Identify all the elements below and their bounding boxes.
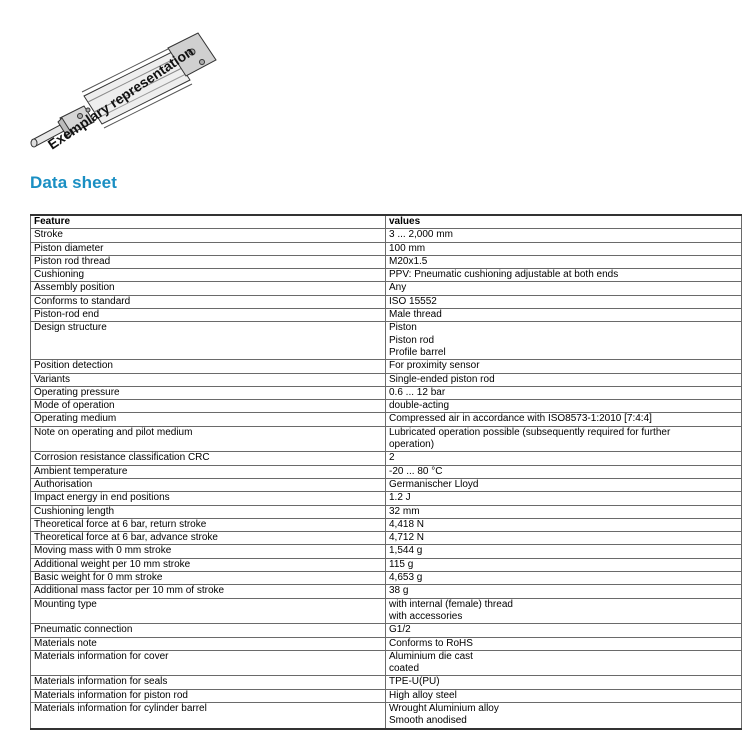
table-row	[31, 426, 742, 452]
value-line: Wrought Aluminium alloy	[389, 702, 499, 714]
value-line: Piston rod	[389, 334, 435, 346]
value-line: 4,712 N	[389, 532, 425, 544]
table-row	[31, 532, 742, 545]
value-line: Male thread	[389, 309, 442, 321]
table-row	[31, 650, 742, 676]
value-cell	[386, 650, 742, 676]
value-cell	[386, 426, 742, 452]
value-cell	[386, 269, 742, 282]
value-cell	[386, 242, 742, 255]
table-body	[31, 229, 742, 729]
table-row	[31, 386, 742, 399]
table-row	[31, 360, 742, 373]
table-row	[31, 676, 742, 689]
value-cell	[386, 309, 742, 322]
value-cell	[386, 229, 742, 242]
feature-cell: Position detection	[31, 360, 386, 373]
table-row	[31, 400, 742, 413]
value-cell	[386, 676, 742, 689]
value-line: Single-ended piston rod	[389, 373, 495, 385]
feature-cell: Theoretical force at 6 bar, advance stroke	[31, 532, 386, 545]
value-line: 1,544 g	[389, 545, 423, 557]
table-row	[31, 282, 742, 295]
table-row	[31, 558, 742, 571]
table-row	[31, 585, 742, 598]
value-line: Compressed air in accordance with ISO8573-1:2010 [7:4:4]	[389, 413, 652, 425]
page-title: Data sheet	[30, 173, 117, 192]
value-line: Lubricated operation possible (subsequently required for further	[389, 426, 671, 438]
table-row	[31, 624, 742, 637]
feature-cell: Operating medium	[31, 413, 386, 426]
feature-cell: Pneumatic connection	[31, 624, 386, 637]
column-header-values: values	[386, 215, 742, 229]
feature-cell: Piston rod thread	[31, 255, 386, 268]
table-row	[31, 505, 742, 518]
value-line: High alloy steel	[389, 689, 457, 701]
value-line: Piston	[389, 322, 417, 334]
value-cell	[386, 572, 742, 585]
value-cell	[386, 373, 742, 386]
feature-cell: Moving mass with 0 mm stroke	[31, 545, 386, 558]
feature-cell: Mounting type	[31, 598, 386, 624]
value-line: Profile barrel	[389, 346, 446, 358]
table-row	[31, 598, 742, 624]
value-line: 38 g	[389, 585, 409, 597]
table-row	[31, 309, 742, 322]
value-line: 3 ... 2,000 mm	[389, 229, 453, 241]
table-row	[31, 413, 742, 426]
table-row	[31, 242, 742, 255]
feature-cell: Cushioning	[31, 269, 386, 282]
value-line: G1/2	[389, 624, 411, 636]
value-line: Any	[389, 282, 407, 294]
value-line: 4,418 N	[389, 518, 425, 530]
value-cell	[386, 689, 742, 702]
value-cell	[386, 413, 742, 426]
value-line: M20x1.5	[389, 255, 428, 267]
feature-cell: Additional weight per 10 mm stroke	[31, 558, 386, 571]
feature-cell: Piston-rod end	[31, 309, 386, 322]
feature-cell: Materials information for cover	[31, 650, 386, 676]
value-cell	[386, 255, 742, 268]
feature-cell: Additional mass factor per 10 mm of stroke	[31, 585, 386, 598]
feature-cell: Cushioning length	[31, 505, 386, 518]
value-cell	[386, 624, 742, 637]
table-row	[31, 269, 742, 282]
table-row	[31, 702, 742, 728]
feature-cell: Basic weight for 0 mm stroke	[31, 572, 386, 585]
value-line: Germanischer Lloyd	[389, 478, 479, 490]
table-header-row	[31, 215, 742, 229]
value-cell	[386, 505, 742, 518]
value-line: PPV: Pneumatic cushioning adjustable at both ends	[389, 269, 619, 281]
product-image	[22, 18, 242, 158]
table-row	[31, 478, 742, 491]
value-cell	[386, 465, 742, 478]
value-line: 0.6 ... 12 bar	[389, 386, 446, 398]
feature-cell: Design structure	[31, 322, 386, 360]
value-line: 32 mm	[389, 505, 420, 517]
feature-cell: Variants	[31, 373, 386, 386]
value-cell	[386, 637, 742, 650]
value-line: Conforms to RoHS	[389, 637, 473, 649]
table-row	[31, 518, 742, 531]
feature-cell: Corrosion resistance classification CRC	[31, 452, 386, 465]
value-line: with internal (female) thread	[389, 598, 513, 610]
value-line: with accessories	[389, 610, 463, 622]
value-cell	[386, 518, 742, 531]
value-line: TPE-U(PU)	[389, 676, 440, 688]
value-cell	[386, 478, 742, 491]
value-cell	[386, 322, 742, 360]
value-cell	[386, 558, 742, 571]
value-line: Aluminium die cast	[389, 650, 473, 662]
value-cell	[386, 585, 742, 598]
table-row	[31, 689, 742, 702]
watermark-text: Exemplary representation	[44, 43, 197, 153]
feature-cell: Materials information for piston rod	[31, 689, 386, 702]
column-header-feature: Feature	[31, 215, 386, 229]
table-row	[31, 295, 742, 308]
table-row	[31, 373, 742, 386]
value-line: Smooth anodised	[389, 715, 467, 727]
table-row	[31, 545, 742, 558]
value-line: 2	[389, 452, 395, 464]
feature-cell: Assembly position	[31, 282, 386, 295]
feature-cell: Materials information for seals	[31, 676, 386, 689]
value-cell	[386, 598, 742, 624]
value-line: For proximity sensor	[389, 360, 480, 372]
value-line: operation)	[389, 439, 435, 451]
feature-cell: Operating pressure	[31, 386, 386, 399]
table-row	[31, 452, 742, 465]
feature-cell: Stroke	[31, 229, 386, 242]
value-cell	[386, 386, 742, 399]
feature-cell: Conforms to standard	[31, 295, 386, 308]
table-row	[31, 465, 742, 478]
feature-cell: Theoretical force at 6 bar, return stroke	[31, 518, 386, 531]
feature-cell: Materials note	[31, 637, 386, 650]
table-row	[31, 255, 742, 268]
table-row	[31, 229, 742, 242]
feature-cell: Impact energy in end positions	[31, 492, 386, 505]
value-line: 115 g	[389, 558, 414, 570]
value-line: ISO 15552	[389, 295, 437, 307]
feature-cell: Authorisation	[31, 478, 386, 491]
table-row	[31, 637, 742, 650]
value-cell	[386, 492, 742, 505]
value-cell	[386, 452, 742, 465]
feature-cell: Note on operating and pilot medium	[31, 426, 386, 452]
value-cell	[386, 295, 742, 308]
table-row	[31, 322, 742, 360]
value-line: -20 ... 80 °C	[389, 465, 443, 477]
table-row	[31, 572, 742, 585]
value-cell	[386, 532, 742, 545]
value-line: double-acting	[389, 400, 450, 412]
value-cell	[386, 702, 742, 728]
value-line: 100 mm	[389, 242, 426, 254]
value-line: 1.2 J	[389, 492, 411, 504]
table-row	[31, 492, 742, 505]
feature-cell: Materials information for cylinder barrel	[31, 702, 386, 728]
value-line: coated	[389, 663, 420, 675]
data-sheet-table	[30, 214, 742, 730]
value-cell	[386, 360, 742, 373]
feature-cell: Ambient temperature	[31, 465, 386, 478]
value-line: 4,653 g	[389, 572, 423, 584]
feature-cell: Piston diameter	[31, 242, 386, 255]
feature-cell: Mode of operation	[31, 400, 386, 413]
value-cell	[386, 282, 742, 295]
value-cell	[386, 545, 742, 558]
value-cell	[386, 400, 742, 413]
